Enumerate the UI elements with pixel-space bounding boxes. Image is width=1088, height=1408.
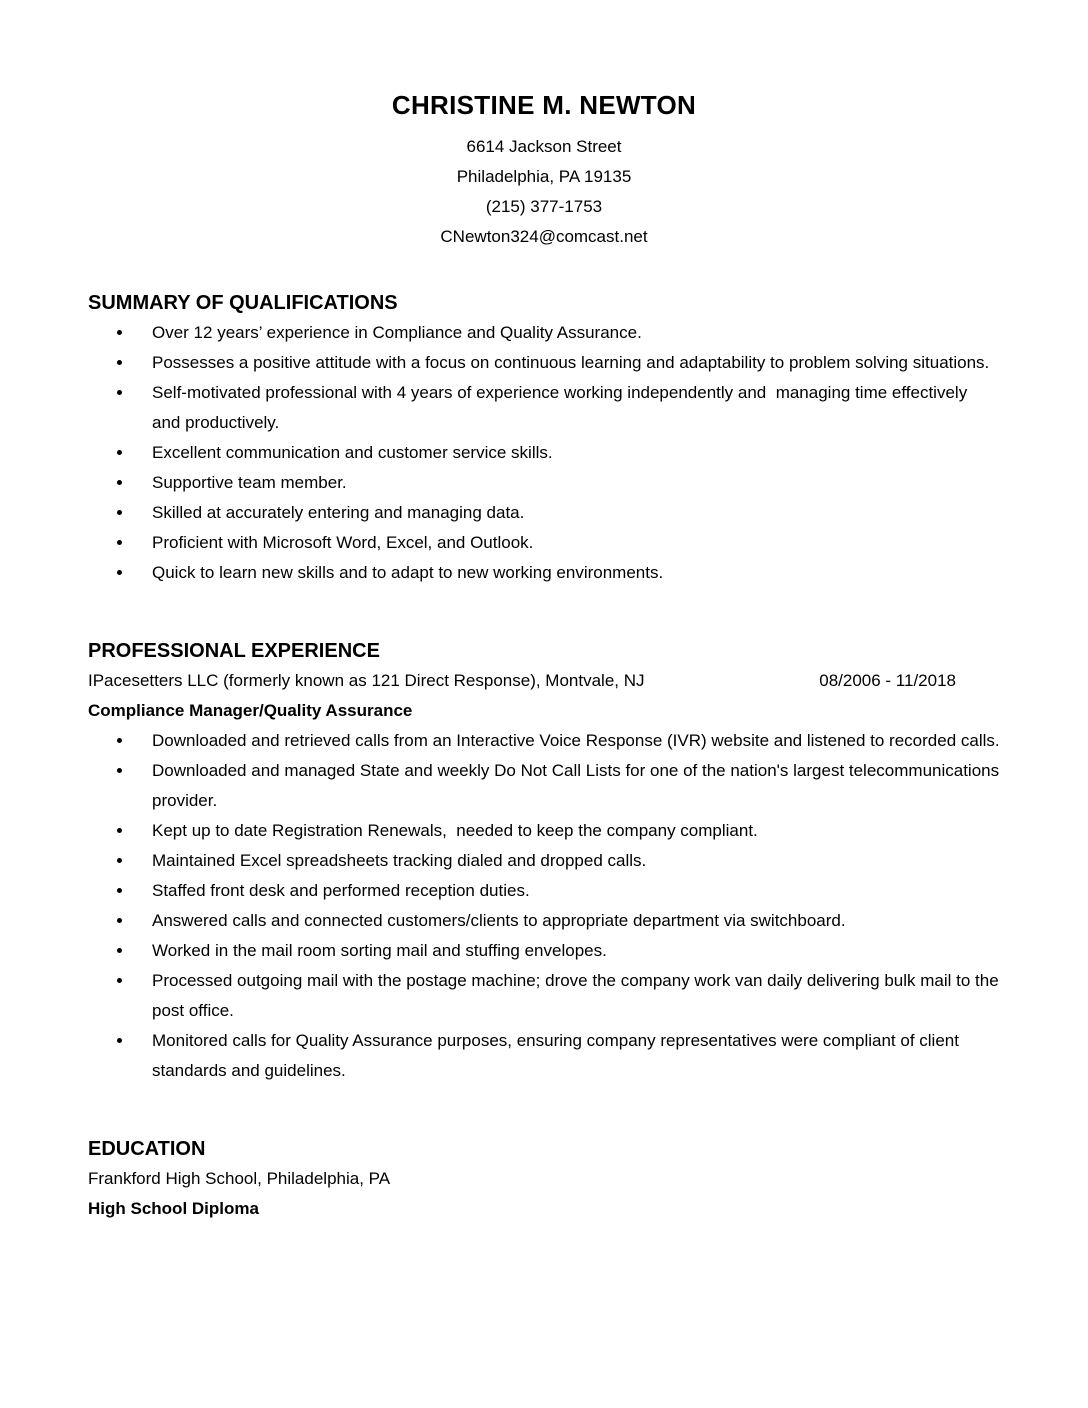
bullet-item: • Proficient with Microsoft Word, Excel, and Outlook. [134,528,1000,558]
bullet-item: • Maintained Excel spreadsheets tracking dialed and dropped calls. [134,846,1000,876]
bullet-item: • Processed outgoing mail with the postage machine; drove the company work van daily delivering bulk mail to the post office. [134,966,1000,1026]
company-name: IPacesetters LLC (formerly known as 121 Direct Response), Montvale, NJ [88,671,645,690]
bullet-item: • Quick to learn new skills and to adapt to new working environments. [134,558,1000,588]
bullet-item: • Staffed front desk and performed reception duties. [134,876,1000,906]
summary-bullet-list [88,318,1000,588]
education-section [88,1134,1000,1224]
email-address: CNewton324@comcast.net [440,227,648,246]
bullet-item: • Worked in the mail room sorting mail and stuffing envelopes. [134,936,1000,966]
bullet-item: • Supportive team member. [134,468,1000,498]
bullet-item: • Possesses a positive attitude with a focus on continuous learning and adaptability to problem solving situations. [134,348,1000,378]
bullet-item: • Downloaded and retrieved calls from an Interactive Voice Response (IVR) website and listened to recorded calls. [134,726,1000,756]
phone-number: (215) 377-1753 [485,197,603,216]
bullet-item: • Monitored calls for Quality Assurance purposes, ensuring company representatives were compliant of client standards and guidelines. [134,1026,1000,1086]
experience-heading: PROFESSIONAL EXPERIENCE [88,640,380,662]
bullet-item: • Excellent communication and customer service skills. [134,438,1000,468]
company-row [88,666,1000,696]
candidate-name: CHRISTINE M. NEWTON [391,90,697,120]
bullet-item: • Downloaded and managed State and weekly Do Not Call Lists for one of the nation's largest telecommunications provider. [134,756,1000,816]
school-name: Frankford High School, Philadelphia, PA [88,1169,391,1188]
education-heading: EDUCATION [88,1138,206,1160]
summary-heading: SUMMARY OF QUALIFICATIONS [88,292,398,314]
summary-section [88,288,1000,588]
address-city-state-zip: Philadelphia, PA 19135 [456,167,632,186]
bullet-item: • Kept up to date Registration Renewals, needed to keep the company compliant. [134,816,1000,846]
experience-section [88,636,1004,1086]
resume-header [88,88,1000,252]
degree-name: High School Diploma [88,1199,259,1218]
job-title: Compliance Manager/Quality Assurance [88,701,413,720]
bullet-item: • Over 12 years’ experience in Compliance and Quality Assurance. [134,318,1000,348]
employment-dates: 08/2006 - 11/2018 [819,671,956,690]
bullet-item: • Self-motivated professional with 4 years of experience working independently and managing time effectively and productively. [134,378,1000,438]
address-street: 6614 Jackson Street [466,137,622,156]
experience-bullet-list [88,726,1004,1086]
contact-block [88,132,1000,252]
bullet-item: • Skilled at accurately entering and managing data. [134,498,1000,528]
bullet-item: • Answered calls and connected customers/clients to appropriate department via switchboard. [134,906,1000,936]
